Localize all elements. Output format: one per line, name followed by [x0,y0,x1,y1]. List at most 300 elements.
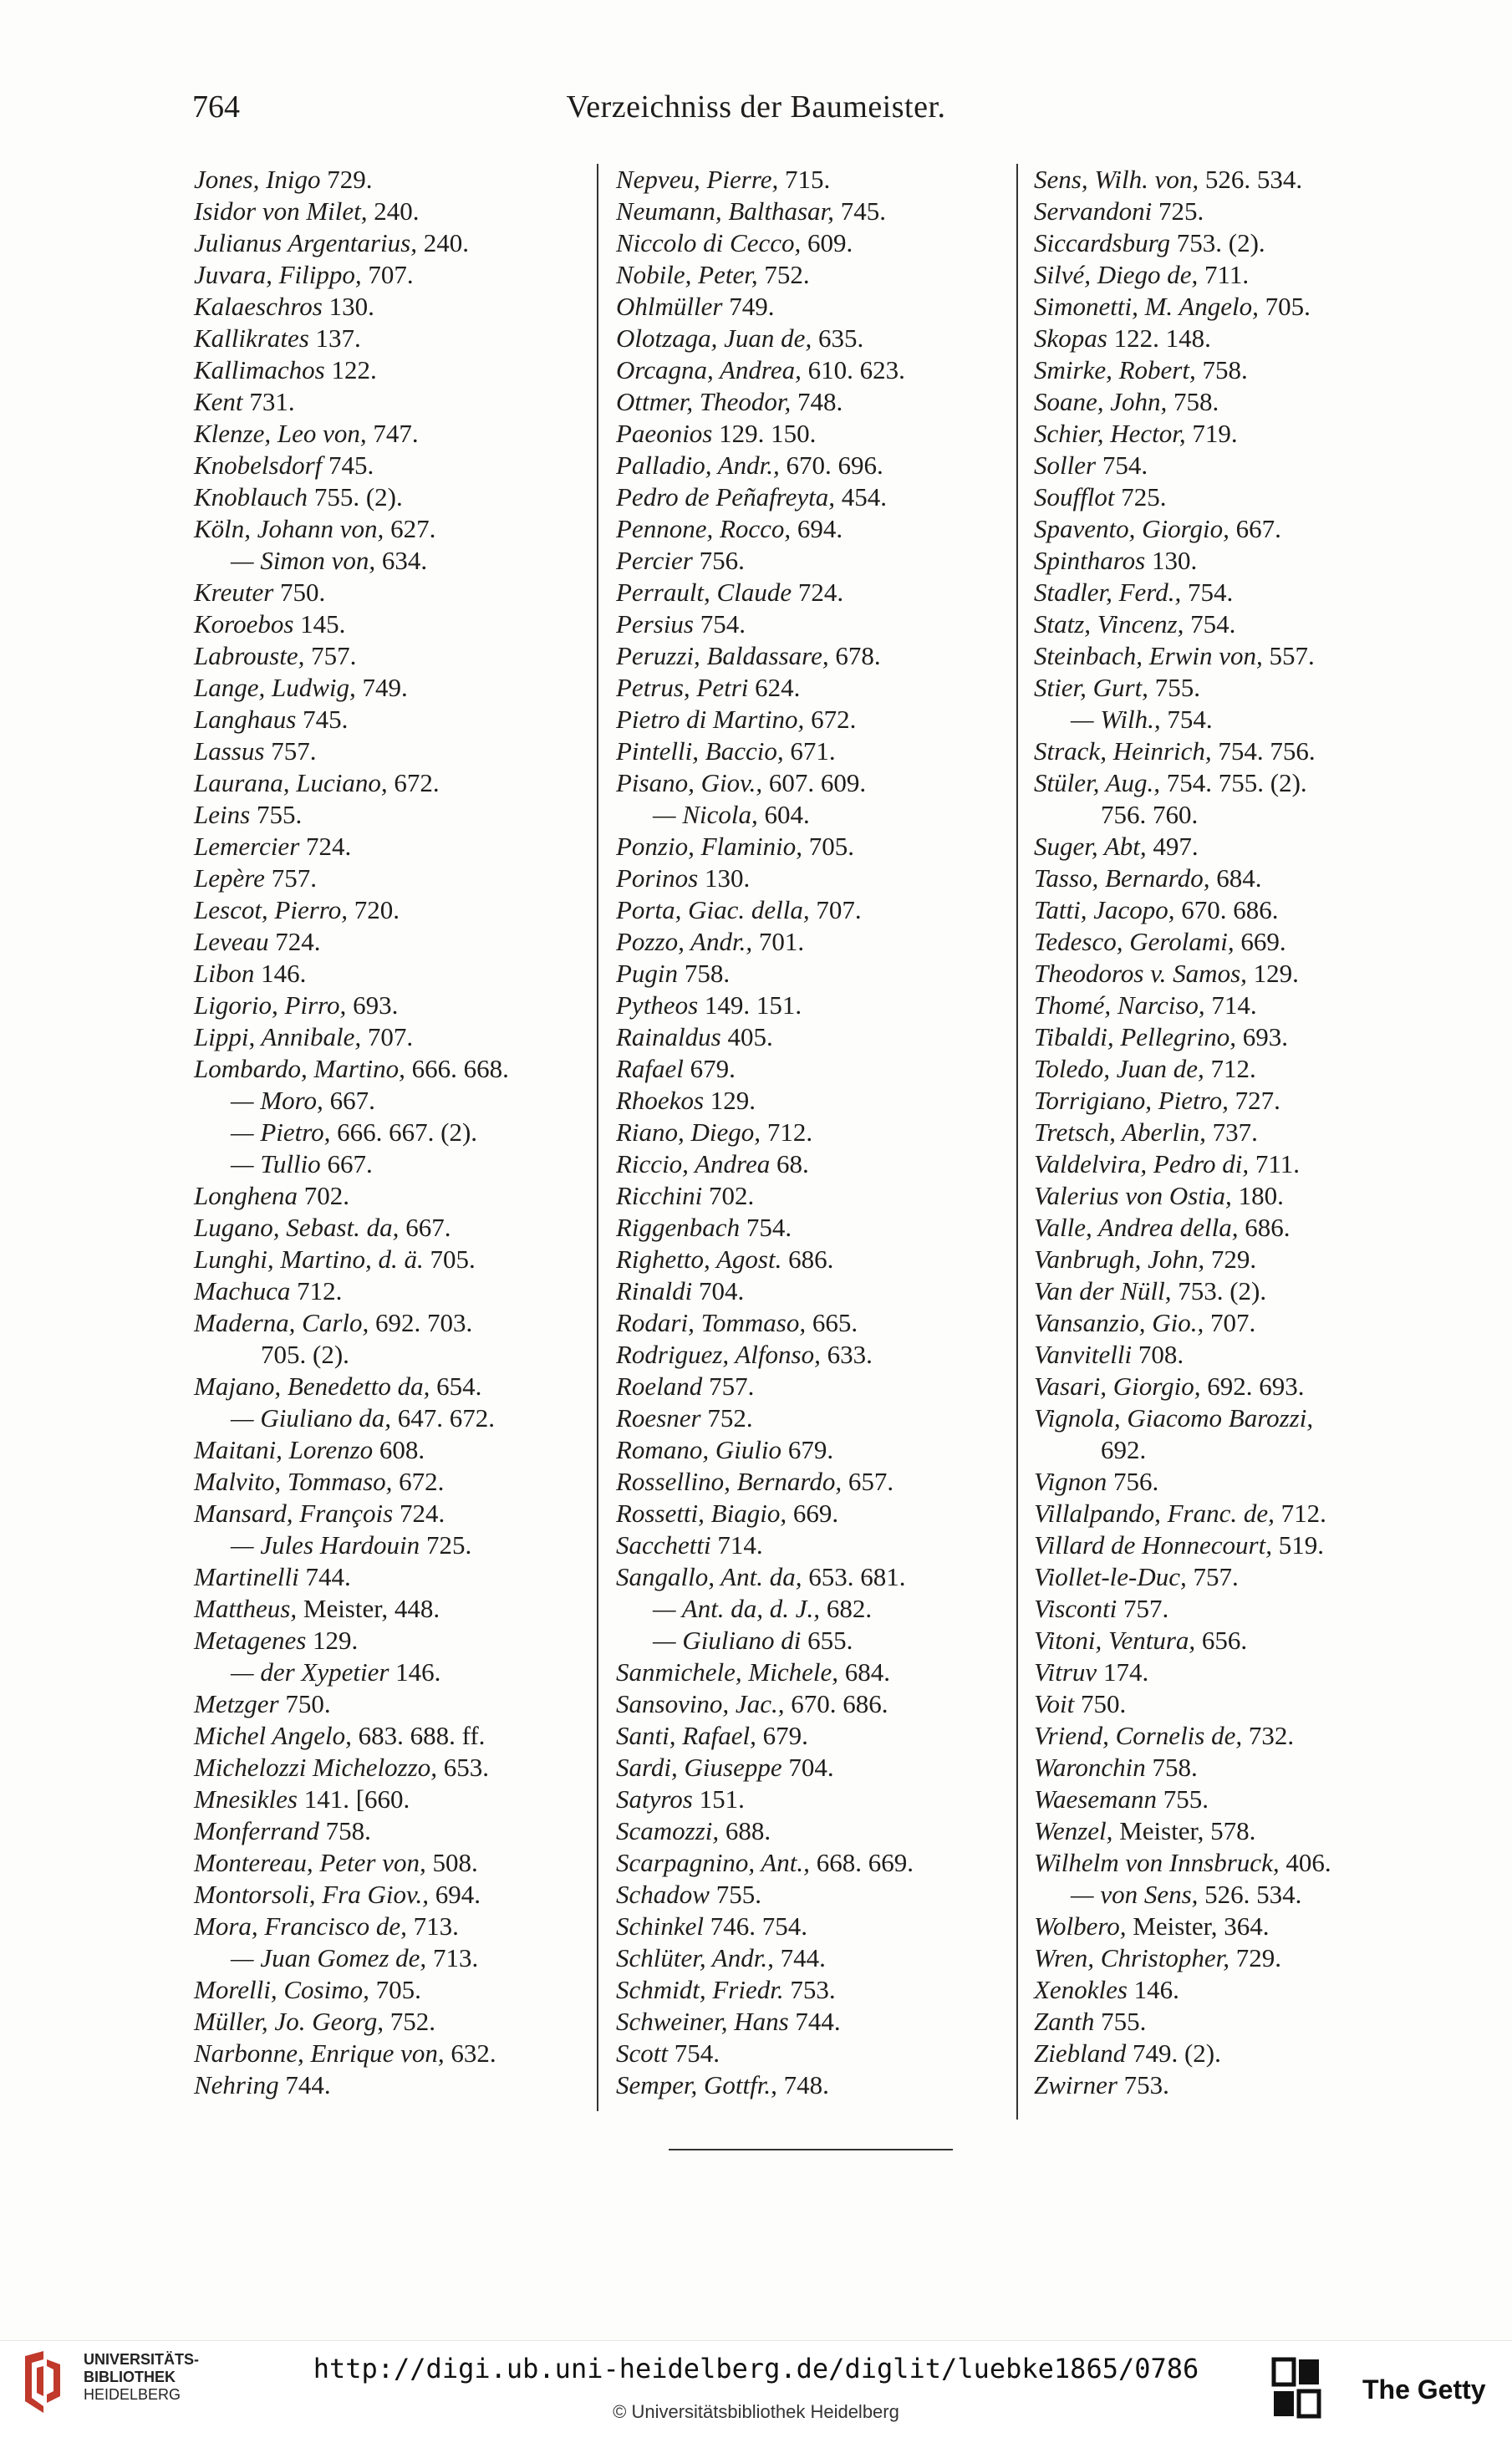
page-references: 149. 151. [698,990,802,1020]
architect-name: Pintelli, Baccio, [616,736,784,766]
page-references: 755. [709,1880,761,1909]
institution-line: BIBLIOTHEK [84,2369,176,2385]
page-references: 724. [792,578,844,607]
page-references: 744. [788,2007,841,2036]
index-entry [616,1942,1017,1974]
index-entry [194,958,595,990]
page-references: 667. [323,1086,375,1115]
page-references: 753. [1117,2070,1169,2099]
index-entry [1034,1275,1435,1307]
architect-name: Wren, Christopher, [1034,1943,1229,1972]
page-references: 653. [437,1753,490,1782]
index-entry [1034,1688,1435,1720]
page-references: 671. [783,736,836,766]
architect-name: Tasso, Bernardo, [1034,863,1210,893]
architect-name: Maitani, Lorenzo [194,1435,374,1464]
index-entry [194,1021,595,1053]
page-references: 753. [783,1975,836,2004]
architect-name: Nehring [194,2070,279,2099]
index-entry [616,1244,1017,1275]
page-references: 609. [801,228,853,257]
index-entry [1034,1657,1435,1688]
partner-name: The Getty [1362,2374,1486,2405]
page-header [0,89,1512,139]
index-entry [194,1625,595,1657]
index-entry [194,672,595,704]
page-references: 180. [1231,1181,1284,1210]
page-references: 657. [842,1467,894,1496]
index-entry [616,481,1017,513]
architect-name: Vanbrugh, John, [1034,1244,1205,1274]
architect-name: Steinbach, Erwin von, [1034,641,1263,670]
index-entry [194,1085,595,1117]
index-entry [194,196,595,227]
page-references: 724. [268,927,321,956]
page-references: 705. [369,1975,421,2004]
index-entry [1034,894,1435,926]
page-references: 497. [1146,832,1199,861]
index-entry [1034,259,1435,291]
architect-name: Schmidt, Friedr. [616,1975,784,2004]
architect-name: Semper, Gottfr., [616,2070,777,2099]
architect-name: Simonetti, M. Angelo, [1034,292,1259,321]
architect-name: Perrault, Claude [616,578,792,607]
page-references: 754. [694,609,746,639]
architect-name: Ponzio, Flaminio, [616,832,803,861]
index-entry [616,640,1017,672]
page-references: 711. [1198,260,1250,289]
page-references: 608. [373,1435,425,1464]
index-entry [194,2006,595,2038]
architect-name: Leveau [194,927,269,956]
architect-name: Ottmer, Theodor, [616,387,792,416]
index-entry [194,1942,595,1974]
architect-name: Rossetti, Biagio, [616,1499,787,1528]
architect-name: — Tullio [231,1149,321,1178]
page-references: 750. [278,1689,331,1718]
index-entry [1034,1498,1435,1529]
architect-name: — Giuliano di [653,1626,802,1655]
page-references: 240. [367,196,420,226]
index-entry [194,227,595,259]
index-entry [1034,1625,1435,1657]
architect-name: Stadler, Ferd., [1034,578,1182,607]
index-entry [1034,608,1435,640]
architect-name: Sacchetti [616,1530,711,1560]
architect-name: Sardi, Giuseppe [616,1753,782,1782]
page-references: 753. (2). [1171,1276,1267,1305]
index-entry [1034,1847,1435,1879]
index-entry [194,1434,595,1466]
index-entry [1034,227,1435,259]
page-references: 526. 534. [1198,1880,1302,1909]
page-references: 758. [1145,1753,1198,1782]
architect-name: Metzger [194,1689,279,1718]
architect-name: Kalaeschros [194,292,323,321]
index-entry [194,1371,595,1402]
architect-name: Orcagna, Andrea, [616,355,802,384]
architect-name: Lassus [194,736,265,766]
index-entry [1034,164,1435,196]
architect-name: Vitoni, Ventura, [1034,1626,1196,1655]
index-entry [194,1752,595,1784]
page-references: 653. 681. [802,1562,906,1591]
index-entry [616,323,1017,354]
architect-name: Lippi, Annibale, [194,1022,362,1051]
index-entry [194,1879,595,1911]
page-references: 705. [802,832,855,861]
index-entry [1034,1815,1435,1847]
page-references: 757. [1186,1562,1239,1591]
page-references: 714. [1204,990,1257,1020]
architect-name: Neumann, Balthasar, [616,196,834,226]
index-entry [194,386,595,418]
page-references: 753. (2). [1170,228,1265,257]
architect-name: — Jules Hardouin [231,1530,420,1560]
page-references: 129. 150. [712,419,817,448]
index-entry [1034,672,1435,704]
index-entry [194,1117,595,1148]
index-entry [194,640,595,672]
page-references: 707. [809,895,862,924]
architect-name: Statz, Vincenz, [1034,609,1184,639]
index-entry [194,1339,595,1371]
permalink-url[interactable]: http://digi.ub.uni-heidelberg.de/diglit/luebke1865/0786 [313,2353,1199,2384]
architect-name: — Juan Gomez de, [231,1943,427,1972]
architect-name: Schier, Hector, [1034,419,1186,448]
index-entry [1034,577,1435,608]
getty-logo-icon [1270,2354,1322,2421]
architect-name: Vasari, Giorgio, [1034,1372,1201,1401]
page-number: 764 [192,89,240,125]
page-references: 557. [1262,641,1315,670]
architect-name: Riggenbach [616,1213,741,1242]
page-references: Meister, 364. [1126,1911,1270,1941]
page-references: 146. [389,1657,441,1687]
architect-name: Müller, Jo. Georg, [194,2007,384,2036]
architect-name: Sanmichele, Michele, [616,1657,838,1687]
index-entry [616,1307,1017,1339]
page-references: 656. [1195,1626,1248,1655]
architect-name: Juvara, Filippo, [194,260,362,289]
index-entry [194,1720,595,1752]
page-references: 679. [756,1721,808,1750]
index-entry [616,767,1017,799]
page-references: 683. 688. ff. [351,1721,486,1750]
index-entry [194,545,595,577]
page-references: 406. [1279,1848,1331,1877]
index-entry [194,418,595,450]
architect-name: Pennone, Rocco, [616,514,792,543]
architect-name: Rhoekos [616,1086,705,1115]
architect-name: Vignon [1034,1467,1107,1496]
page-references: Meister, 578. [1112,1816,1256,1845]
index-entry [194,1815,595,1847]
page-references: 682. [820,1594,873,1623]
architect-name: Villard de Honnecourt, [1034,1530,1272,1560]
index-entry [616,1815,1017,1847]
index-entry [1034,1529,1435,1561]
index-entry [194,1688,595,1720]
index-entry [1034,418,1435,450]
index-entry [616,704,1017,735]
index-entry [616,1339,1017,1371]
page-references: 632. [444,2038,496,2068]
index-entry [616,1021,1017,1053]
page-references: 694. [791,514,843,543]
index-entry [194,164,595,196]
index-entry [616,1625,1017,1657]
architect-name: Vanvitelli [1034,1340,1133,1369]
architect-name: Olotzaga, Juan de, [616,323,812,353]
index-entry [1034,926,1435,958]
page-references: 693. [346,990,399,1020]
index-entry [194,1180,595,1212]
index-entry [194,1148,595,1180]
page-references: 731. [242,387,295,416]
architect-name: Montereau, Peter von, [194,1848,426,1877]
page-references: 686. [1238,1213,1291,1242]
architect-name: Lange, Ludwig, [194,673,356,702]
architect-name: Rafael [616,1054,684,1083]
index-entry [616,1720,1017,1752]
index-entry [194,450,595,481]
architect-name: Pytheos [616,990,699,1020]
index-entry [1034,1561,1435,1593]
architect-name: Sansovino, Jac., [616,1689,785,1718]
index-entry [1034,799,1435,831]
index-entry [616,2069,1017,2101]
page-references: 757. [264,863,317,893]
index-entry [194,1307,595,1339]
page-references: 704. [692,1276,745,1305]
page-references: 749. [722,292,775,321]
page-references: 647. 672. [391,1403,496,1433]
index-entry [616,1117,1017,1148]
architect-name: Schadow [616,1880,710,1909]
index-entry [616,1180,1017,1212]
architect-name: Soller [1034,450,1097,480]
architect-name: Pozzo, Andr., [616,927,753,956]
index-entry [616,227,1017,259]
page-references: 627. [384,514,436,543]
architect-name: Montorsoli, Fra Giov., [194,1880,429,1909]
index-entry [616,1593,1017,1625]
architect-name: Michelozzi Michelozzo, [194,1753,438,1782]
page-references: 758. [1195,355,1248,384]
page-references: 686. [781,1244,834,1274]
architect-name: Tatti, Jacopo, [1034,895,1175,924]
page-references: 756. 760. [1101,800,1199,829]
architect-name: Majano, Benedetto da, [194,1372,430,1401]
architect-name: Ohlmüller [616,292,723,321]
architect-name: Strack, Heinrich, [1034,736,1212,766]
index-entry [616,1879,1017,1911]
page-references: 712. [1274,1499,1326,1528]
architect-name: Michel Angelo, [194,1721,352,1750]
architect-name: Rainaldus [616,1022,721,1051]
architect-name: Lunghi, Martino, d. ä. [194,1244,424,1274]
index-entry [616,1784,1017,1815]
index-entry [616,1466,1017,1498]
architect-name: Langhaus [194,705,297,734]
index-entry [616,1275,1017,1307]
architect-name: Rodari, Tommaso, [616,1308,807,1337]
index-entry [1034,1180,1435,1212]
page-references: 666. 667. (2). [330,1117,478,1147]
index-entry [1034,863,1435,894]
index-entry [194,1498,595,1529]
page-references: 684. [1209,863,1262,893]
index-entry [1034,1466,1435,1498]
architect-name: Xenokles [1034,1975,1128,2004]
page-references: 508. [425,1848,478,1877]
page-references: 744. [278,2070,331,2099]
architect-name: Knoblauch [194,482,308,511]
page-references: 727. [1228,1086,1280,1115]
index-entry [194,863,595,894]
architect-name: Petrus, Petri [616,673,749,702]
page-references: 737. [1205,1117,1258,1147]
page-references: 725. [1152,196,1204,226]
index-entry [1034,1784,1435,1815]
index-entry [616,545,1017,577]
architect-name: Satyros [616,1784,693,1814]
index-entry [1034,831,1435,863]
architect-name: Sangallo, Ant. da, [616,1562,802,1591]
architect-name: Kreuter [194,578,274,607]
index-entry [1034,1720,1435,1752]
architect-name: Nobile, Peter, [616,260,758,289]
architect-name: Rinaldi [616,1276,693,1305]
page-references: 130. [1145,546,1198,575]
index-entry [1034,545,1435,577]
architect-name: Stüler, Aug., [1034,768,1160,797]
index-entry [194,704,595,735]
architect-name: — Giuliano da, [231,1403,392,1433]
architect-name: Scarpagnino, Ant., [616,1848,810,1877]
page-references: 672. [392,1467,445,1496]
page-references: 701. [752,927,805,956]
architect-name: Toledo, Juan de, [1034,1054,1204,1083]
architect-name: Pugin [616,959,679,988]
index-entry [1034,323,1435,354]
index-entry [616,735,1017,767]
architect-name: — Wilh., [1071,705,1161,734]
page-references: 702. [298,1181,349,1210]
architect-name: Niccolo di Cecco, [616,228,802,257]
architect-name: Mnesikles [194,1784,298,1814]
index-entry [194,1561,595,1593]
index-entry [1034,958,1435,990]
index-entry [194,1593,595,1625]
page-references: 610. 623. [801,355,905,384]
institution-line: UNIVERSITÄTS- [84,2351,200,2368]
index-entry [194,577,595,608]
page-references: 749. (2). [1126,2038,1221,2068]
architect-name: Kallimachos [194,355,325,384]
page-references: 667. [320,1149,373,1178]
architect-name: Porta, Giac. della, [616,895,810,924]
index-entry [194,926,595,958]
page-references: 655. [801,1626,853,1655]
page-references: 526. 534. [1199,165,1303,194]
index-entry [616,1212,1017,1244]
index-entry [616,1657,1017,1688]
architect-name: Waesemann [1034,1784,1157,1814]
page-references: 666. 668. [405,1054,509,1083]
page-references: 750. [1074,1689,1127,1718]
index-entry [1034,1021,1435,1053]
index-entry [1034,1911,1435,1942]
index-entry [616,863,1017,894]
architect-name: Valerius von Ostia, [1034,1181,1232,1210]
page-references: 754. [1184,609,1236,639]
page-references: 129. [1246,959,1299,988]
architect-name: Valdelvira, Pedro di, [1034,1149,1250,1178]
page-references: 122. 148. [1107,323,1211,353]
page-references: 752. [700,1403,753,1433]
architect-name: Vriend, Cornelis de, [1034,1721,1243,1750]
page-references: 758. [1167,387,1219,416]
architect-name: Koroebos [194,609,294,639]
architect-name: — Pietro, [231,1117,331,1147]
end-rule [669,2149,953,2150]
page-references: 712. [1204,1054,1256,1083]
page-references: 174. [1097,1657,1149,1687]
page-references: 712. [290,1276,343,1305]
architect-name: Van der Nüll, [1034,1276,1172,1305]
page-references: 692. 703. [369,1308,473,1337]
architect-name: Stier, Gurt, [1034,673,1148,702]
architect-name: Zwirner [1034,2070,1117,2099]
index-entry [1034,2038,1435,2069]
page-references: 719. [1185,419,1238,448]
architect-name: Isidor von Milet, [194,196,368,226]
page-references: 713. [406,1911,459,1941]
architect-name: Narbonne, Enrique von, [194,2038,445,2068]
page-references: 130. [698,863,751,893]
architect-name: Julianus Argentarius, [194,228,417,257]
architect-name: Tedesco, Gerolami, [1034,927,1235,956]
architect-name: Sens, Wilh. von, [1034,165,1199,194]
index-entry [194,1657,595,1688]
index-entry [616,450,1017,481]
index-entry [194,608,595,640]
architect-name: Tretsch, Aberlin, [1034,1117,1206,1147]
page-references: 708. [1132,1340,1184,1369]
architect-name: Mansard, François [194,1499,394,1528]
architect-name: Scott [616,2038,668,2068]
index-entry [1034,1434,1435,1466]
page-references: 755. [1156,1784,1209,1814]
architect-name: Jones, Inigo [194,165,321,194]
index-entry [194,1847,595,1879]
architect-name: Soane, John, [1034,387,1168,416]
architect-name: Spintharos [1034,546,1146,575]
page-references: 665. [806,1308,858,1337]
index-entry [1034,1212,1435,1244]
architect-name: Palladio, Andr., [616,450,780,480]
page-references: 240. [416,228,469,257]
index-entry [1034,1085,1435,1117]
index-entry [194,291,595,323]
page-references: 405. [720,1022,773,1051]
architect-name: Labrouste, [194,641,305,670]
architect-name: Ricchini [616,1181,703,1210]
page-references: 754. 756. [1211,736,1316,766]
page-references: 744. [773,1943,826,1972]
